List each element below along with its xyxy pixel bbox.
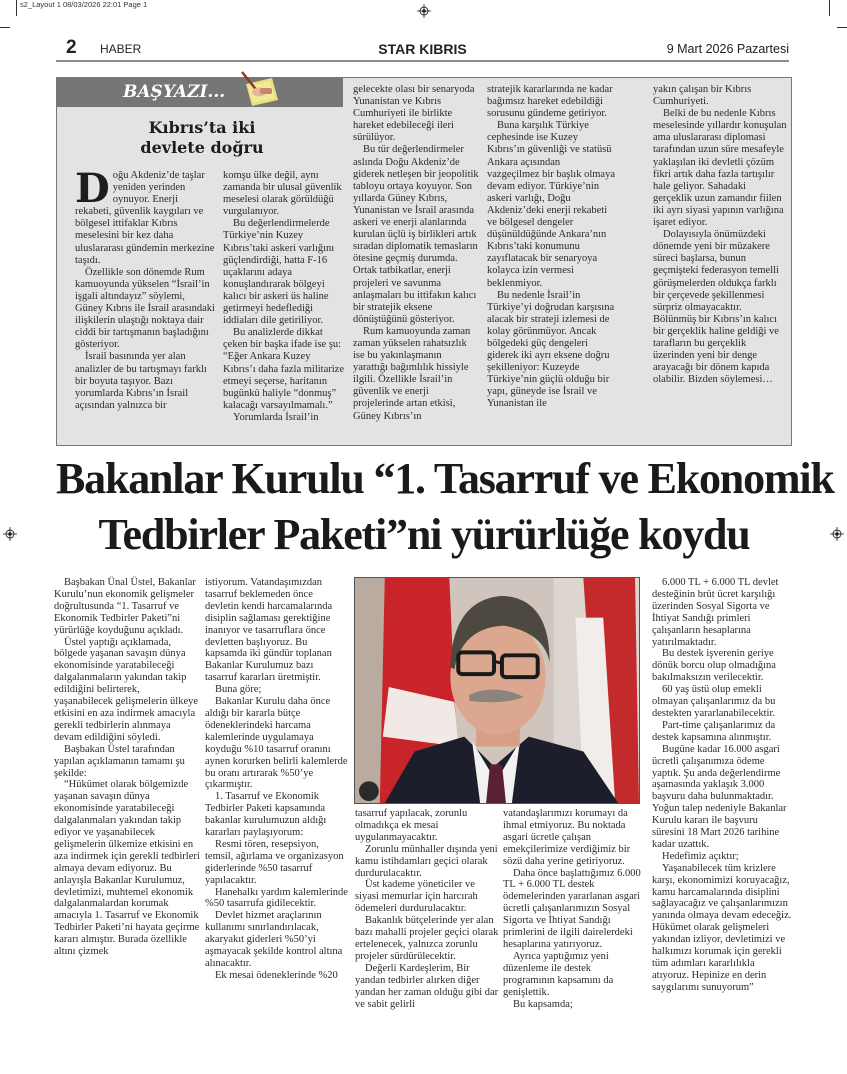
article-column-2 (205, 577, 348, 982)
article-paragraph: Part-time çalışanlarımız da destek kapsamına alınmıştır. (652, 719, 776, 743)
editorial-paragraph: stratejik kararlarında ne kadar bağımsız hareket edebildiği sorusunu gündeme getiriyor. (487, 84, 613, 120)
article-paragraph: Ayrıca yaptığımız yeni düzenleme ile destek programının kapsamını da genişlettik. (503, 950, 614, 998)
article-paragraph: Daha önce başlattığımız 6.000 TL + 6.000 TL destek ödemelerinden yararlanan asgari ücretli çalışanlarımızın Sosyal Sigorta ve İhtiyat Sandığı primlerini de ilgili dairelerdeki hesaplarına yatırıyoruz. (503, 867, 641, 950)
article-paragraph: Bakanlar Kurulu daha önce aldığı bir kararla bütçe ödeneklerindeki harcama kalemlerinde uygulamaya koyduğu %10 tasarruf oranını aynen korurken belirli kalemlerde bu oranı artırarak %50’ye çıkarmıştır. (205, 696, 348, 791)
issue-date: 9 Mart 2026 Pazartesi (666, 42, 789, 56)
crop-mark (16, 0, 17, 16)
article-headline-line-2: Tedbirler Paketi”ni yürürlüğe koydu (98, 510, 750, 559)
article-paragraph: “Hükümet olarak bölgemizde yaşanan savaşın dünya ekonomisinde yaratabileceği dalgalanmaları yakından takip ediyor ve yaşanabilecek gelişmelerin ülkemize etkisini en aza indirmek için gerekli tedbirleri almaya devam ediyoruz. Bu anlayışla Bakanlar Kurulumuz, devletimizi, muhtemel ekonomik dalgalanmalardan korumak amacıyla 1. Tasarruf ve Ekonomik Tedbirler Paketi’ni hayata geçirme kararı almıştır. Burada özellikle altını çizmek (54, 779, 200, 958)
article-headline-line-1: Bakanlar Kurulu “1. Tasarruf ve Ekonomik (56, 454, 834, 503)
article-paragraph: Bu kapsamda; (513, 998, 573, 1010)
article-column-1 (54, 577, 200, 958)
editorial-paragraph: Bu tür değerlendirmeler aslında Doğu Akdeniz’de giderek netleşen bir jeopolitik tabloyu ortaya koyuyor. Son yıllarda Güney Kıbrıs, Yunanistan ve İsrail arasında askeri ve enerji alanlarında kurulan üçlü iş birlikleri artık sıradan diplomatik temasların ötesine geçmiş durumda. Ortak tatbikatlar, enerji projeleri ve savunma anlaşmaları bu ittifakın kalıcı bir stratejik eksene dönüştüğünü gösteriyor. (353, 144, 479, 325)
editorial-banner-label: BAŞYAZI... (123, 82, 226, 102)
newspaper-name: STAR KIBRIS (378, 41, 467, 57)
page-number: 2 (66, 37, 77, 58)
article-paragraph: 60 yaş üstü olup emekli olmayan çalışanlarımız da bu destekten yararlanabilecektir. (652, 684, 776, 719)
article-column-4 (503, 808, 645, 1010)
editorial-paragraph: Buna karşılık Türkiye cephesinde ise Kuzey Kıbrıs’ın güvenliği ve statüsü Ankara açısından vazgeçilmez bir başlık olmaya devam ediyor. Türkiye’nin askeri varlığı, Doğu Akdeniz’deki enerji rekabeti ve bölgesel dengeler düşünüldüğünde Ankara’nın Kıbrıs’taki konumunu zayıflatacak bir senaryoya kolayca izin vermesi beklenmiyor. (487, 120, 615, 289)
article-column-5 (652, 577, 792, 994)
editorial-paragraph: Bu değerlendirmelerde Türkiye’nin Kuzey Kıbrıs’taki askeri varlığını güçlendirdiği, hatta F-16 uçaklarını adaya konuşlandırarak bölgeyi kalıcı bir askeri üs haline getirmeyi hedeflediği iddiaları dile getiriliyor. (223, 218, 335, 327)
editorial-column-3 (353, 84, 479, 423)
registration-mark-icon (830, 527, 844, 541)
article-paragraph: Ek mesai ödeneklerinde %20 (215, 969, 338, 981)
article-paragraph: Bugüne kadar 16.000 asgari ücretli çalışanımıza ödeme yaptık. Şu anda değerlendirme aşamasında yaklaşık 3.000 başvuru daha bulunmaktadır. Yoğun talep nedeniyle Bakanlar Kurulu kararı ile başvuru süresini 18 Mart 2026 tarihine kadar uzattık. (652, 743, 787, 850)
article-paragraph: Resmi tören, resepsiyon, temsil, ağırlama ve organizasyon giderlerinde %50 tasarruf yapılacaktır. (205, 838, 344, 886)
editorial-paragraph: Özellikle son dönemde Rum kamuoyunda yükselen “İsrail’in işgali altındayız” söylemi, Güney Kıbrıs ile İsrail arasındaki ilişkilerin ulaştığı noktaya dair ciddi bir tartışmanın başladığını gösteriyor. (75, 266, 215, 351)
editorial-column-2 (223, 170, 345, 424)
editorial-paragraph: Yorumlarda İsrail’in (233, 411, 319, 423)
article-paragraph: Hedefimiz açıktır; (662, 850, 739, 862)
editorial-box (56, 77, 792, 446)
registration-mark-icon (417, 4, 431, 18)
article-column-3 (355, 808, 499, 1010)
editorial-paragraph: Bu nedenle İsrail’in Türkiye’yi doğrudan karşısına alacak bir strateji izlemesi de kolay görünmüyor. Ancak bölgedeki güç dengeleri giderek iki ayrı eksene doğru şekilleniyor: Kuzeyde Türkiye’nin güçlü olduğu bir yapı, güneyde ise İsrail ve Yunanistan ile (487, 289, 615, 410)
article-photo (354, 577, 640, 804)
editorial-paragraph: Doğu Akdeniz’de taşlar yeniden yerinden oynuyor. Enerji rekabeti, güvenlik kaygıları ve bölgesel ittifaklar Kıbrıs meselesini bir kez daha uluslararası gündemin merkezine taşıdı. (75, 165, 215, 266)
article-paragraph: Değerli Kardeşlerim, Bir yandan tedbirler alırken diğer yandan her zaman olduğu gibi dar ve sabit gelirli (355, 962, 499, 1010)
editorial-column-4 (487, 84, 615, 411)
article-paragraph: Başbakan Üstel tarafından yapılan açıklamanın tamamı şu şekilde: (54, 743, 185, 779)
article-paragraph: Üst kademe yöneticiler ve siyasi memurlar için harcırah ödemeleri durdurulacaktır. (355, 879, 478, 915)
article-paragraph: vatandaşlarımızı korumayı da ihmal etmiyoruz. Bu noktada asgari ücretle çalışan emekçilerimize verdiğimiz bir sözü daha yerine getiriyoruz. (503, 808, 631, 867)
editorial-banner (57, 78, 343, 107)
article-paragraph: tasarruf yapılacak, zorunlu olmadıkça ek mesai uygulanmayacaktır. (355, 808, 468, 843)
editorial-paragraph: İsrail basınında yer alan analizler de bu tartışmayı farklı bir boyuta taşıyor. Bazı yorumlarda Kıbrıs’ın İsrail açısından yalnızca bir (75, 351, 207, 411)
registration-mark-icon (3, 527, 17, 541)
article-paragraph: 1. Tasarruf ve Ekonomik Tedbirler Paketi kapsamında bakanlar kurulumuzun aldığı kararları paylaşıyorum: (205, 791, 327, 839)
article-paragraph: Başbakan Ünal Üstel, Bakanlar Kurulu’nun ekonomik gelişmeler doğrultusunda “1. Tasarruf ve Ekonomik Tedbirler Paketi”ni yürürlüğe koyduğunu açıkladı. (54, 577, 196, 636)
editorial-paragraph: Rum kamuoyunda zaman zaman yükselen rahatsızlık ise bu yakınlaşmanın yarattığı bağımlılık hissiyle ilgili. Özellikle İsrail’in güvenlik ve enerji projelerinde artan etkisi, Güney Kıbrıs’ın (353, 325, 471, 422)
article-paragraph: Üstel yaptığı açıklamada, bölgede yaşanan savaşın dünya ekonomisinde yaratabileceği dalgalanmaların yakından takip edildiğini belirterek, yaşanabilecek gelişmelerin ülkeye etkisini en aza indirmek amacıyla gerekli tedbirlerin alınmaya devam edildiğini söyledi. (54, 636, 199, 743)
article-paragraph: 6.000 TL + 6.000 TL devlet desteğinin brüt ücret karşılığı üzerinden Sosyal Sigorta ve İhtiyat Sandığı primleri çalışanların hesaplarına yatırılmaktadır. (652, 577, 779, 648)
article-paragraph: Yaşanabilecek tüm krizlere karşı, ekonomimizi koruyacağız, kamu harcamalarında disiplini sağlayacağız ve çalışanlarımızın yanında olmaya devam edeceğiz. Hükümet olarak gelişmeleri yakından izliyor, devletimizi ve halkımızı korumak için gerekli tüm adımları kararlılıkla atıyoruz. Hepinize en derin saygılarımı sunuyorum” (652, 862, 792, 993)
editorial-paragraph: Belki de bu nedenle Kıbrıs meselesinde yıllardır konuşulan ama uluslararası diplomasi tarafından uzun süre mesafeyle yaklaşılan iki devletli çözüm fikri artık daha fazla tartışılır hale geliyor. Sahadaki gerçeklik uzun zamandır fiilen iki ayrı siyasi yapının varlığına işaret ediyor. (653, 108, 787, 229)
print-slug: s2_Layout 1 08/03/2026 22:01 Page 1 (20, 0, 148, 9)
section-label: HABER (100, 42, 142, 56)
editorial-title-line: devlete doğru (140, 138, 264, 157)
article-paragraph: Zorunlu münhaller dışında yeni kamu istihdamları geçici olarak durdurulacaktır. (355, 843, 498, 879)
article-paragraph: istiyorum. Vatandaşımızdan tasarruf beklemeden önce devletin kendi harcamalarında disiplin sağlaması gerektiğine inanıyor ve tasarruflara önce devletten başlıyoruz. Bu kapsamda iki gündür toplanan Bakanlar Kurulumuz bazı tasarruf kararları üretmiştir. (205, 577, 333, 684)
crop-mark (829, 0, 830, 16)
editorial-column-5 (653, 84, 787, 386)
masthead (56, 38, 789, 62)
article-paragraph: Buna göre; (215, 684, 262, 696)
article-paragraph: Bu destek işverenin geriye dönük borcu olup olmadığına bakılmaksızın verilecektir. (652, 648, 776, 684)
editorial-paragraph: yakın çalışan bir Kıbrıs Cumhuriyeti. (653, 84, 752, 108)
article-paragraph: Devlet hizmet araçlarının kullanımı sınırlandırılacak, akaryakıt giderleri %50’yi aşmayacak şekilde kontrol altına alınacaktır. (205, 910, 343, 969)
pen-writing-icon (232, 70, 280, 108)
editorial-paragraph: Bu analizlerde dikkat çeken bir başka ifade ise şu: “Eğer Ankara Kuzey Kıbrıs’ı daha fazla militarize etmeyi seçerse, haritanın bugünkü haliyle “donmuş” kalacağı varsayılmamalı.” (223, 327, 344, 411)
article-paragraph: Bakanlık bütçelerinde yer alan bazı mahalli projeler geçici olarak ertelenecek, yalnızca zorunlu projeler sürdürülecektir. (355, 915, 499, 962)
editorial-column-1 (75, 165, 215, 412)
editorial-paragraph: gelecekte olası bir senaryoda Yunanistan ve Kıbrıs Cumhuriyeti ile birlikte hareket edebileceği ileri sürülüyor. (353, 84, 475, 144)
crop-mark (837, 27, 847, 28)
crop-mark (0, 27, 10, 28)
article-paragraph: Hanehalkı yardım kalemlerinde %50 tasarrufa gidilecektir. (205, 886, 348, 910)
editorial-paragraph: komşu ülke değil, aynı zamanda bir ulusal güvenlik meselesi olarak görüldüğü vurgulanıyor. (223, 170, 342, 218)
editorial-paragraph: Dolayısıyla önümüzdeki dönemde yeni bir müzakere süreci başlarsa, bunun geçmişteki federasyon temelli görüşmelerden oldukça farklı bir çerçevede şekillenmesi sürpriz olmayacaktır. Bölünmüş bir Kıbrıs’ın kalıcı bir gerçeklik haline geldiği ve tarafların bu gerçeklik üzerinden yeni bir denge arayacağı bir dönem kapıda olabilir. Bizden söylemesi… (653, 229, 779, 386)
editorial-title (107, 118, 297, 158)
editorial-title-line: Kıbrıs’ta iki (148, 118, 256, 137)
drop-cap: D (75, 165, 110, 212)
